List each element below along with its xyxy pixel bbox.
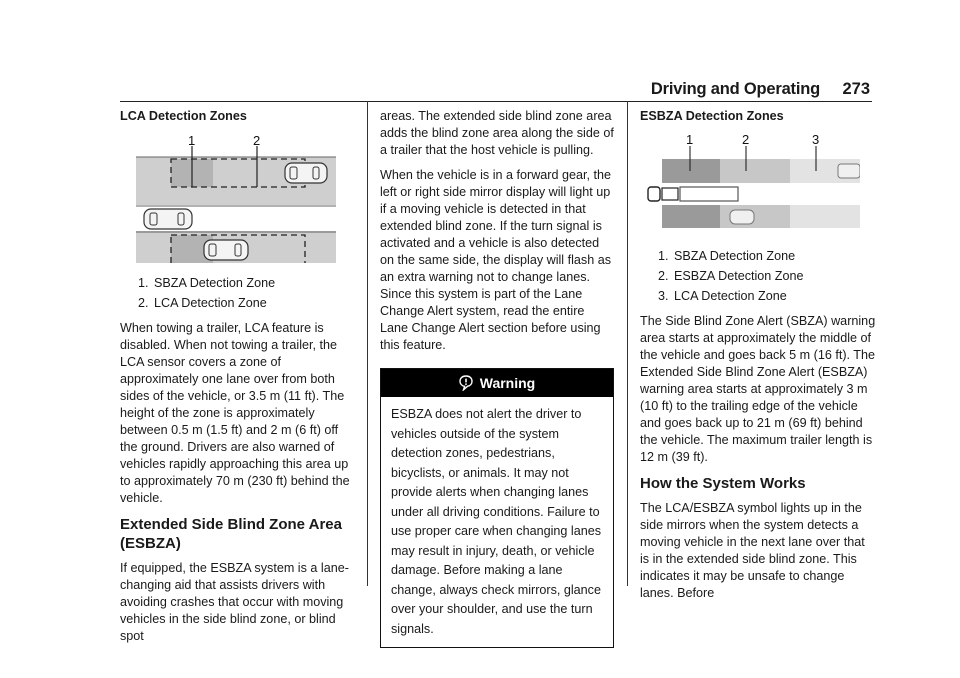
callout-1: 1 xyxy=(686,133,694,147)
callout-2: 2 xyxy=(742,133,750,147)
lca-detection-zones-figure xyxy=(120,133,336,263)
truck-icon xyxy=(838,164,860,178)
section-heading: How the System Works xyxy=(640,475,806,492)
figure-legend-list xyxy=(640,248,876,305)
trailer-icon xyxy=(680,187,738,201)
esbza-detection-zones-figure xyxy=(640,133,860,228)
body-paragraph: If equipped, the ESBZA system is a lane-changing aid that assists drivers with avoiding crashes that occur with moving vehicles in the side blind zone, or blind spot xyxy=(120,561,349,643)
column-divider xyxy=(627,101,628,586)
body-paragraph: The Side Blind Zone Alert (SBZA) warning area starts at approximately the middle of the vehicle and goes back 5 m (16 ft). The Extended Side Blind Zone Alert (ESBZA) warning area starts at approximately 3 m (10 ft) to the trailing edge of the vehicle and goes back up to 21 m (69 ft) behind the vehicle. The maximum trailer length is 12 m (39 ft). xyxy=(640,314,876,464)
body-paragraph: areas. The extended side blind zone area adds the blind zone area along the side of a trailer that the host vehicle is pulling. xyxy=(380,109,614,157)
warning-speech-icon xyxy=(459,375,473,391)
car-icon xyxy=(144,209,192,229)
header-rule xyxy=(120,101,872,102)
page-header-title: Driving and Operating xyxy=(650,80,820,98)
figure-legend-list xyxy=(120,275,354,312)
warning-body: ESBZA does not alert the driver to vehicles outside of the system detection zones, pedestrians, bicyclists, or animals. It may not provide alerts when changing lanes under all driving conditions. Failure to use proper care when changing lanes may result in injury, death, or vehicle damage. Before making a lane change, always check mirrors, glance over your shoulder, and use the turn signals. xyxy=(391,407,602,636)
section-heading: Extended Side Blind Zone Area (ESBZA) xyxy=(120,516,342,552)
callout-1: 1 xyxy=(188,133,196,148)
truck-icon xyxy=(648,187,660,201)
list-item: 2. LCA Detection Zone xyxy=(152,295,354,312)
figure-title: LCA Detection Zones xyxy=(120,109,247,123)
body-paragraph: The LCA/ESBZA symbol lights up in the side mirrors when the system detects a moving vehicle in the next lane over that is in the extended side blind zone. This indicates it may be unsafe to change lanes. Before xyxy=(640,501,865,600)
warning-box xyxy=(380,368,614,648)
callout-3: 3 xyxy=(812,133,820,147)
body-paragraph: When towing a trailer, LCA feature is disabled. When not towing a trailer, the LCA sensor covers a zone of approximately one lane over from both sides of the vehicle, or 3.5 m (11 ft). The height of the zone is approximately between 0.5 m (1.5 ft) and 2 m (6 ft) off the ground. Drivers are also warned of vehicles rapidly approaching this area up to approximately 70 m (230 ft) behind the vehicle. xyxy=(120,321,350,505)
list-item: 1. SBZA Detection Zone xyxy=(152,275,354,292)
list-item: 2. ESBZA Detection Zone xyxy=(672,268,876,285)
car-icon xyxy=(730,210,754,224)
warning-title: Warning xyxy=(479,374,536,391)
column-3 xyxy=(640,108,876,610)
warning-header xyxy=(381,369,613,397)
figure-title: ESBZA Detection Zones xyxy=(640,109,784,123)
column-2 xyxy=(380,108,614,648)
list-item: 1. SBZA Detection Zone xyxy=(672,248,876,265)
page-number: 273 xyxy=(842,80,870,98)
column-divider xyxy=(367,101,368,586)
column-1 xyxy=(120,108,354,653)
callout-2: 2 xyxy=(253,133,261,148)
list-item: 3. LCA Detection Zone xyxy=(672,288,876,305)
car-icon xyxy=(285,163,327,183)
body-paragraph: When the vehicle is in a forward gear, the left or right side mirror display will light up if a moving vehicle is detected in that extended blind zone. If the turn signal is activated and a vehicle is also detected on the same side, the display will flash as an extra warning not to change lanes. Since this system is part of the Lane Change Alert system, read the entire Lane Change Alert section before using this feature. xyxy=(380,168,612,352)
